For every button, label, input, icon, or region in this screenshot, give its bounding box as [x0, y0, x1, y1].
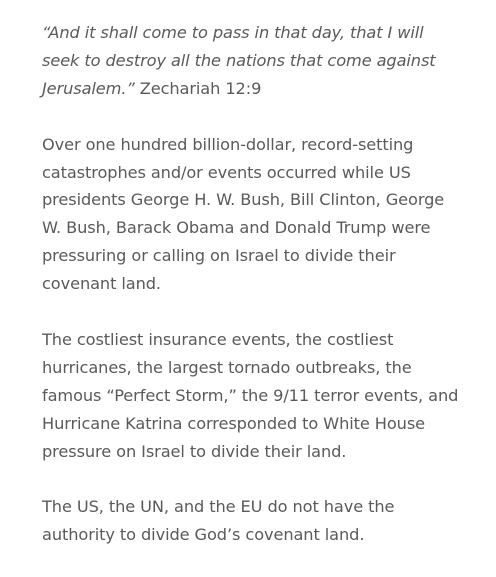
quote-text: “And it shall come to pass in that day, that I will seek to destroy all the nations that come against Jerusalem.” [42, 23, 436, 98]
paragraph-catastrophes: Over one hundred billion-dollar, record-setting catastrophes and/or events occurred while US presidents George H. W. Bush, Bill Clinton, George W. Bush, Barack Obama and Donald Trump were pressuring or calling on Israel to divide their covenant land. [42, 134, 445, 294]
quote-reference: Zechariah 12:9 [139, 78, 262, 98]
scripture-quote [42, 19, 462, 103]
paragraph-costliest-events: The costliest insurance events, the costliest hurricanes, the largest tornado outbreaks, the famous “Perfect Storm,” the 9/11 terror events, and Hurricane Katrina corresponded to White House pressure on Israel to divide their land. [42, 329, 459, 461]
paragraph-authority: The US, the UN, and the EU do not have the authority to divide God’s covenant land. [42, 497, 395, 545]
article-body [42, 19, 462, 577]
